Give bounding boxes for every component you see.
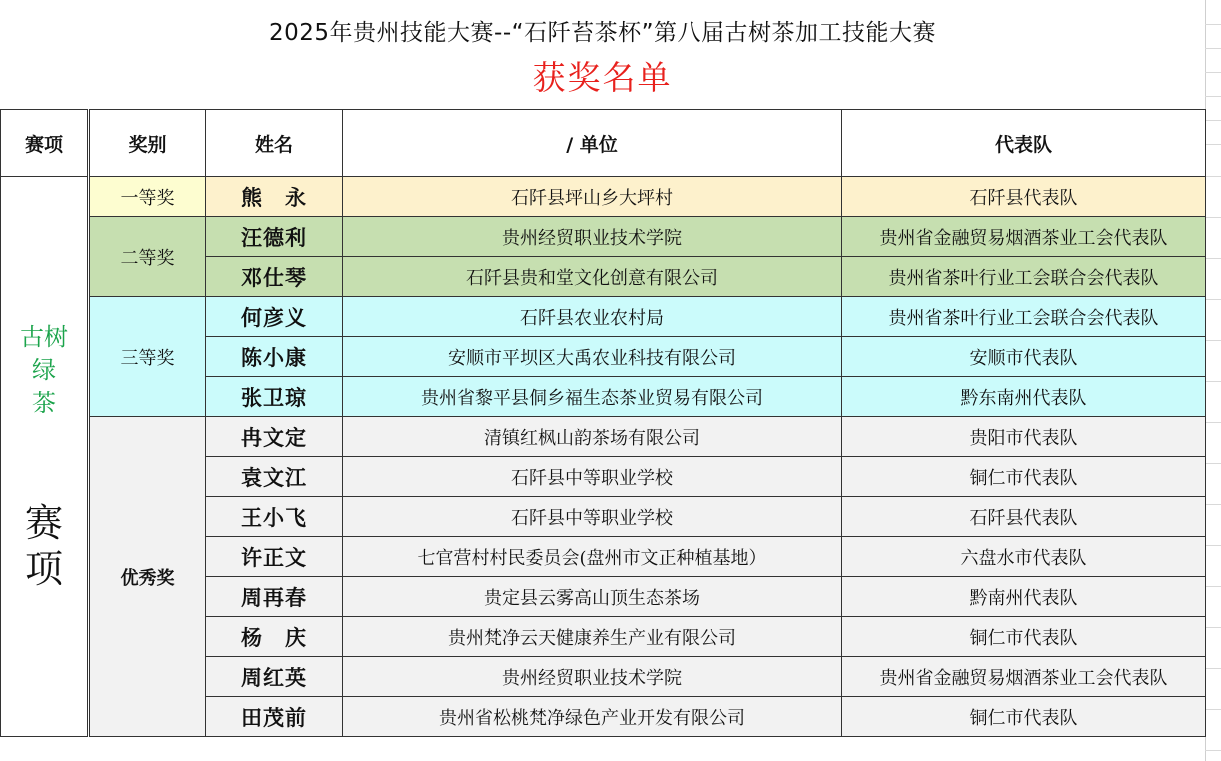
team-cell: 黔东南州代表队 (842, 377, 1206, 417)
award-second: 二等奖 (89, 217, 206, 297)
unit-cell: 贵州省黎平县侗乡福生态茶业贸易有限公司 (343, 377, 842, 417)
team-cell: 铜仁市代表队 (842, 457, 1206, 497)
name-cell: 杨 庆 (206, 617, 343, 657)
header-event: 赛项 (1, 110, 89, 177)
unit-cell: 贵州梵净云天健康养生产业有限公司 (343, 617, 842, 657)
unit-cell: 石阡县坪山乡大坪村 (343, 177, 842, 217)
title-area (0, 0, 1205, 108)
header-row (1, 110, 1206, 177)
name-cell: 许正文 (206, 537, 343, 577)
main-title: 2025年贵州技能大赛--“石阡苔茶杯”第八届古树茶加工技能大赛 (269, 20, 936, 46)
unit-cell: 石阡县农业农村局 (343, 297, 842, 337)
header-award: 奖别 (89, 110, 206, 177)
name-cell: 周再春 (206, 577, 343, 617)
team-cell: 贵州省金融贸易烟酒茶业工会代表队 (842, 217, 1206, 257)
award-third: 三等奖 (89, 297, 206, 417)
table-row (1, 297, 1206, 337)
table-row (1, 417, 1206, 457)
unit-cell: 七官营村村民委员会(盘州市文正种植基地） (343, 537, 842, 577)
unit-cell: 贵州经贸职业技术学院 (343, 217, 842, 257)
table-row (1, 217, 1206, 257)
header-team: 代表队 (842, 110, 1206, 177)
team-cell: 黔南州代表队 (842, 577, 1206, 617)
header-name: 姓名 (206, 110, 343, 177)
team-cell: 石阡县代表队 (842, 177, 1206, 217)
name-cell: 王小飞 (206, 497, 343, 537)
team-cell: 石阡县代表队 (842, 497, 1206, 537)
name-cell: 汪德利 (206, 217, 343, 257)
name-cell: 熊 永 (206, 177, 343, 217)
event-black-line-2: 项 (24, 547, 63, 591)
team-cell: 贵州省茶叶行业工会联合会代表队 (842, 257, 1206, 297)
header-unit: / 单位 (343, 110, 842, 177)
event-black-line-1: 赛 (24, 501, 63, 545)
team-cell: 安顺市代表队 (842, 337, 1206, 377)
event-cell (1, 177, 89, 737)
name-cell: 周红英 (206, 657, 343, 697)
unit-cell: 安顺市平坝区大禹农业科技有限公司 (343, 337, 842, 377)
event-green-line-2: 绿 (32, 356, 56, 384)
team-cell: 贵阳市代表队 (842, 417, 1206, 457)
event-green-line-1: 古树 (20, 323, 68, 351)
unit-cell: 石阡县中等职业学校 (343, 497, 842, 537)
unit-cell: 贵州省松桃梵净绿色产业开发有限公司 (343, 697, 842, 737)
team-cell: 六盘水市代表队 (842, 537, 1206, 577)
unit-cell: 石阡县中等职业学校 (343, 457, 842, 497)
unit-cell: 清镇红枫山韵茶场有限公司 (343, 417, 842, 457)
team-cell: 贵州省金融贸易烟酒茶业工会代表队 (842, 657, 1206, 697)
award-table (0, 109, 1206, 737)
name-cell: 邓仕琴 (206, 257, 343, 297)
event-green-line-3: 茶 (32, 389, 56, 417)
name-cell: 田茂前 (206, 697, 343, 737)
team-cell: 铜仁市代表队 (842, 697, 1206, 737)
team-cell: 贵州省茶叶行业工会联合会代表队 (842, 297, 1206, 337)
team-cell: 铜仁市代表队 (842, 617, 1206, 657)
name-cell: 何彦义 (206, 297, 343, 337)
name-cell: 陈小康 (206, 337, 343, 377)
table-row (1, 177, 1206, 217)
award-first: 一等奖 (89, 177, 206, 217)
unit-cell: 贵定县云雾高山顶生态茶场 (343, 577, 842, 617)
name-cell: 冉文定 (206, 417, 343, 457)
unit-cell: 贵州经贸职业技术学院 (343, 657, 842, 697)
name-cell: 袁文江 (206, 457, 343, 497)
sub-title: 获奖名单 (532, 58, 673, 97)
award-excellent: 优秀奖 (89, 417, 206, 737)
unit-cell: 石阡县贵和堂文化创意有限公司 (343, 257, 842, 297)
name-cell: 张卫琼 (206, 377, 343, 417)
sheet-gridlines (1205, 0, 1221, 761)
